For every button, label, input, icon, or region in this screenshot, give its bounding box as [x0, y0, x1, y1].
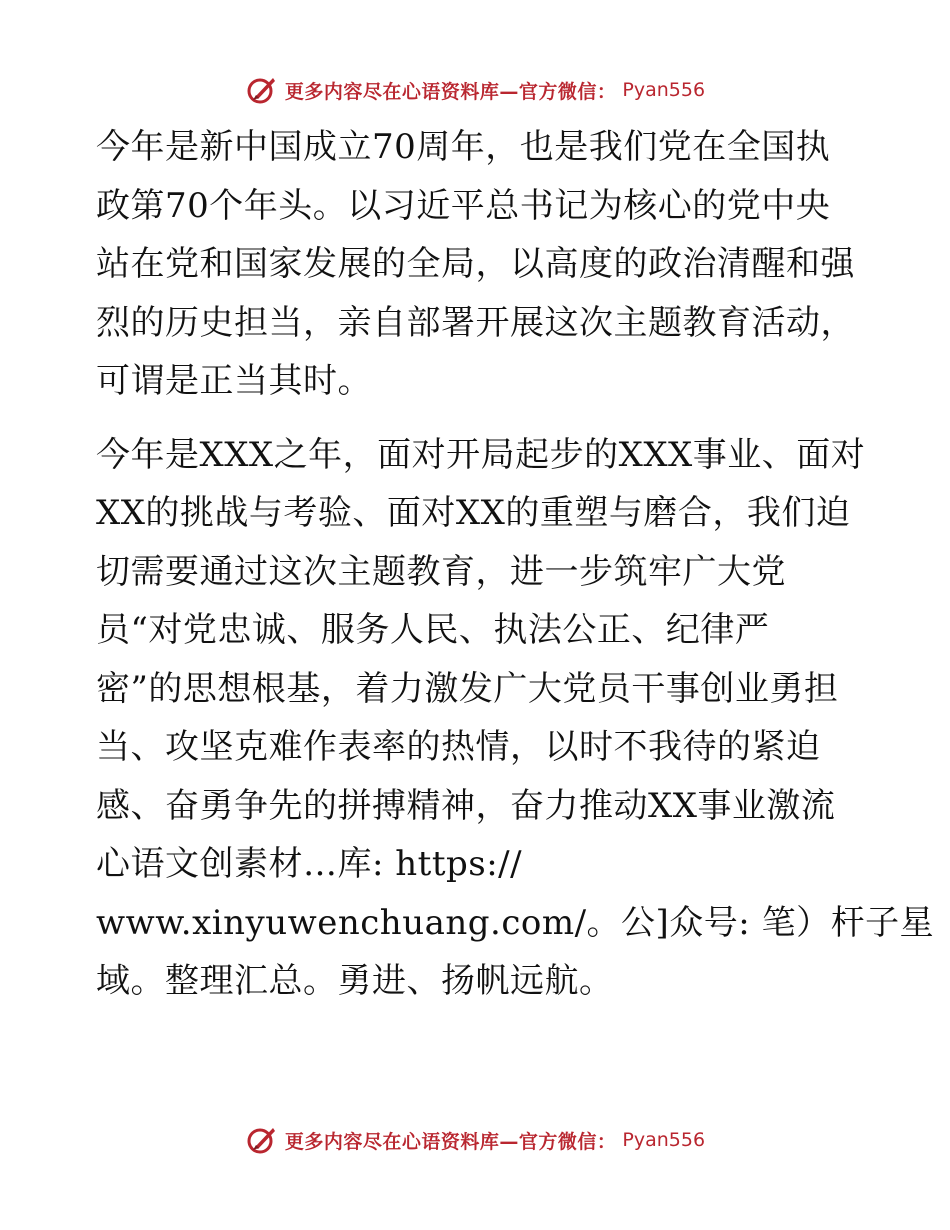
text-line: 感、奋勇争先的拼搏精神，奋力推动XX事业激流 [96, 785, 836, 826]
header-contact: Pyan556 [622, 79, 706, 101]
text-line: 员“对党忠诚、服务人民、执法公正、纪律严 [96, 610, 770, 650]
paragraph-2 [96, 426, 935, 1011]
text-line: XX的挑战与考验、面对XX的重塑与磨合，我们迫 [96, 493, 851, 533]
document-body [96, 118, 935, 1011]
text-line: 域。整理汇总。勇进、扬帆远航。 [96, 961, 614, 1001]
paragraph-1 [96, 118, 866, 411]
header-banner-text: 更多内容尽在心语资料库—官方微信： [284, 80, 617, 103]
footer-banner [0, 1120, 950, 1160]
quill-logo-icon [245, 73, 279, 107]
header-banner [0, 70, 950, 110]
text-line: 站在党和国家发展的全局，以高度的政治清醒和强 [96, 244, 855, 284]
text-line: 密”的思想根基，着力激发广大党员干事创业勇担 [96, 668, 839, 709]
text-line: 当、攻坚克难作表率的热情，以时不我待的紧迫 [96, 727, 821, 767]
footer-banner-text: 更多内容尽在心语资料库—官方微信： [284, 1130, 617, 1153]
text-line: www.xinyuwenchuang.com/。公]众号: 笔）杆子星 [96, 902, 935, 943]
text-line: 烈的历史担当，亲自部署开展这次主题教育活动， [96, 302, 855, 343]
footer-contact: Pyan556 [622, 1129, 706, 1151]
quill-logo-icon [245, 1123, 279, 1157]
text-line: 切需要通过这次主题教育，进一步筑牢广大党 [96, 551, 786, 592]
text-line: 今年是新中国成立70周年，也是我们党在全国执 [96, 127, 831, 167]
text-line: 政第70个年头。以习近平总书记为核心的党中央 [96, 185, 831, 226]
text-line: 可谓是正当其时。 [96, 361, 372, 401]
text-line: 今年是XXX之年，面对开局起步的XXX事业、面对 [96, 434, 866, 475]
text-line: 心语文创素材…库: https:// [96, 844, 523, 884]
